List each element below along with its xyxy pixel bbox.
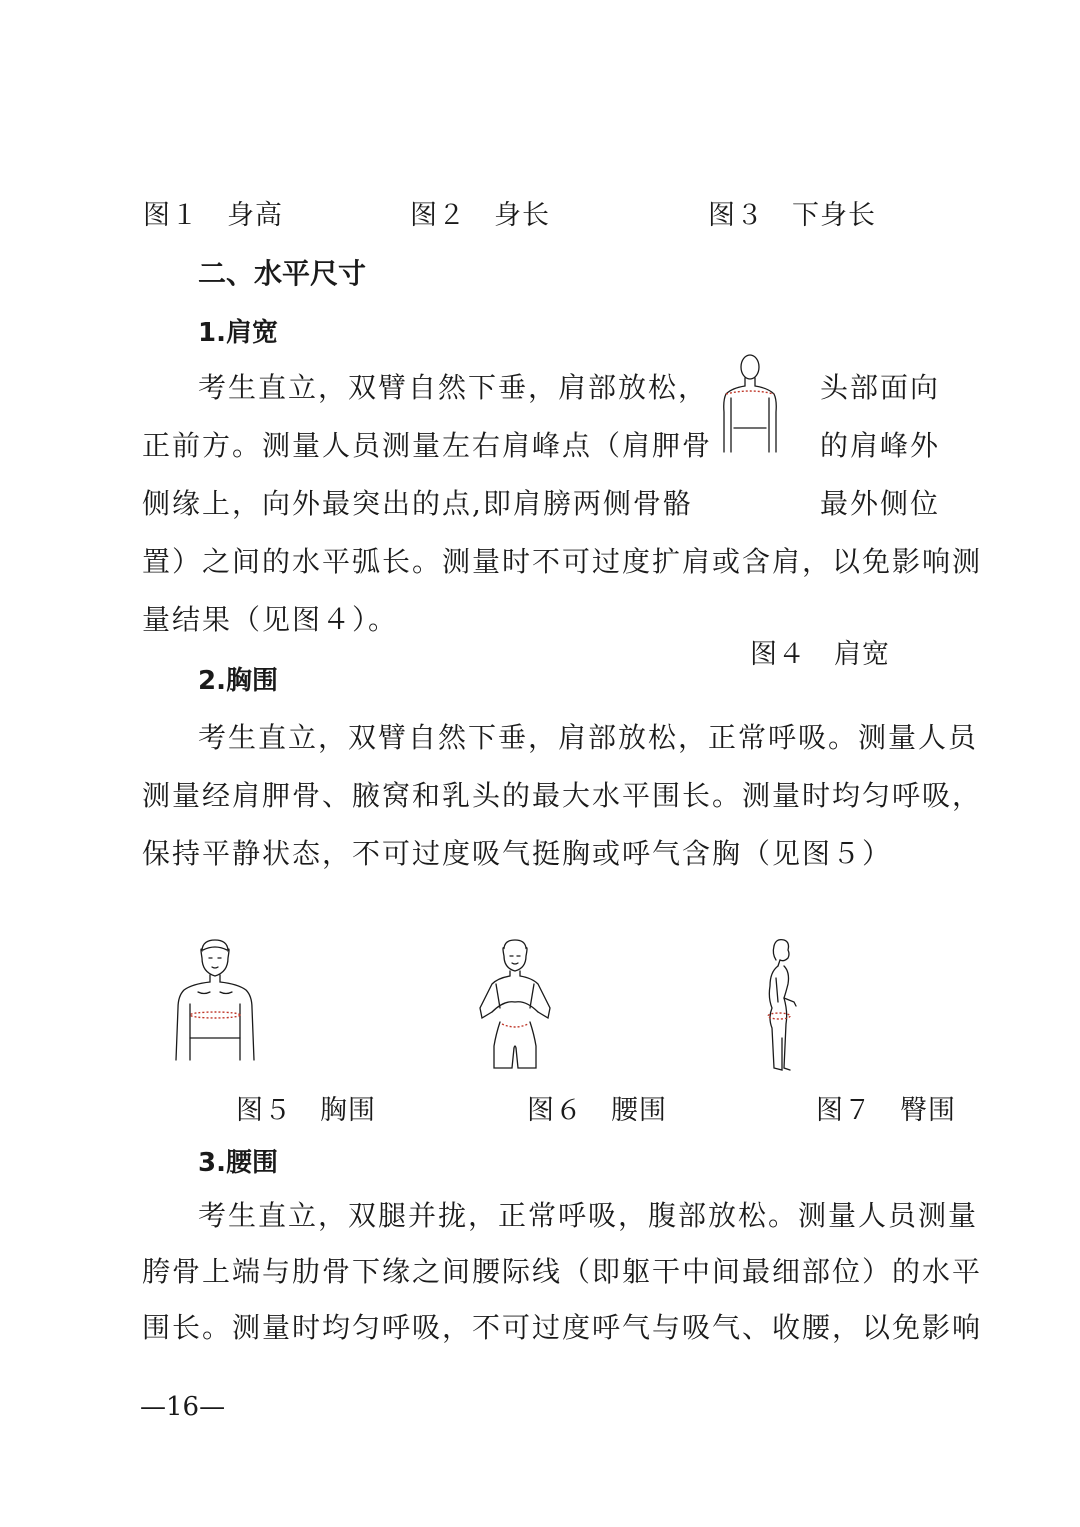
figure-5-chest-illustration bbox=[170, 938, 260, 1062]
figure-3-caption: 图３ 下身长 bbox=[708, 200, 876, 231]
page-number: —16— bbox=[140, 1392, 226, 1422]
shoulder-heading: 1.肩宽 bbox=[198, 318, 278, 348]
figure-6-caption: 图６ 腰围 bbox=[527, 1095, 667, 1126]
waist-line-3: 围长。测量时均匀呼吸，不可过度呼气与吸气、收腰，以免影响 bbox=[142, 1311, 983, 1344]
shoulder-line-3b: 最外侧位 bbox=[820, 487, 941, 520]
figure-7-hip-illustration bbox=[760, 938, 810, 1074]
figure-6-waist-illustration bbox=[470, 938, 560, 1070]
section-title: 二、水平尺寸 bbox=[198, 257, 367, 290]
chest-heading: 2.胸围 bbox=[198, 666, 278, 696]
waist-line-2: 胯骨上端与肋骨下缘之间腰际线（即躯干中间最细部位）的水平 bbox=[142, 1255, 983, 1288]
figure-7-caption: 图７ 臀围 bbox=[816, 1095, 956, 1126]
waist-heading: 3.腰围 bbox=[198, 1148, 278, 1178]
figure-4-caption: 图４ 肩宽 bbox=[750, 639, 890, 670]
chest-line-3: 保持平静状态，不可过度吸气挺胸或呼气含胸（见图５） bbox=[142, 837, 893, 870]
figure-2-caption: 图２ 身长 bbox=[410, 200, 550, 231]
figure-4-shoulder-illustration bbox=[718, 352, 782, 462]
shoulder-line-4: 置）之间的水平弧长。测量时不可过度扩肩或含肩，以免影响测 bbox=[142, 545, 983, 578]
chest-line-1: 考生直立，双臂自然下垂，肩部放松，正常呼吸。测量人员 bbox=[198, 721, 979, 754]
chest-line-2: 测量经肩胛骨、腋窝和乳头的最大水平围长。测量时均匀呼吸， bbox=[142, 779, 983, 812]
shoulder-line-1: 考生直立，双臂自然下垂，肩部放松， bbox=[198, 371, 709, 404]
shoulder-line-2b: 的肩峰外 bbox=[820, 429, 941, 462]
waist-line-1: 考生直立，双腿并拢，正常呼吸，腹部放松。测量人员测量 bbox=[198, 1199, 979, 1232]
shoulder-line-1b: 头部面向 bbox=[820, 371, 941, 404]
figure-5-caption: 图５ 胸围 bbox=[236, 1095, 376, 1126]
figure-1-caption: 图１ 身高 bbox=[143, 200, 283, 231]
shoulder-line-5: 量结果（见图４）。 bbox=[142, 603, 399, 636]
shoulder-line-3: 侧缘上，向外最突出的点,即肩膀两侧骨骼 bbox=[142, 487, 693, 520]
shoulder-line-2: 正前方。测量人员测量左右肩峰点（肩胛骨 bbox=[142, 429, 713, 462]
